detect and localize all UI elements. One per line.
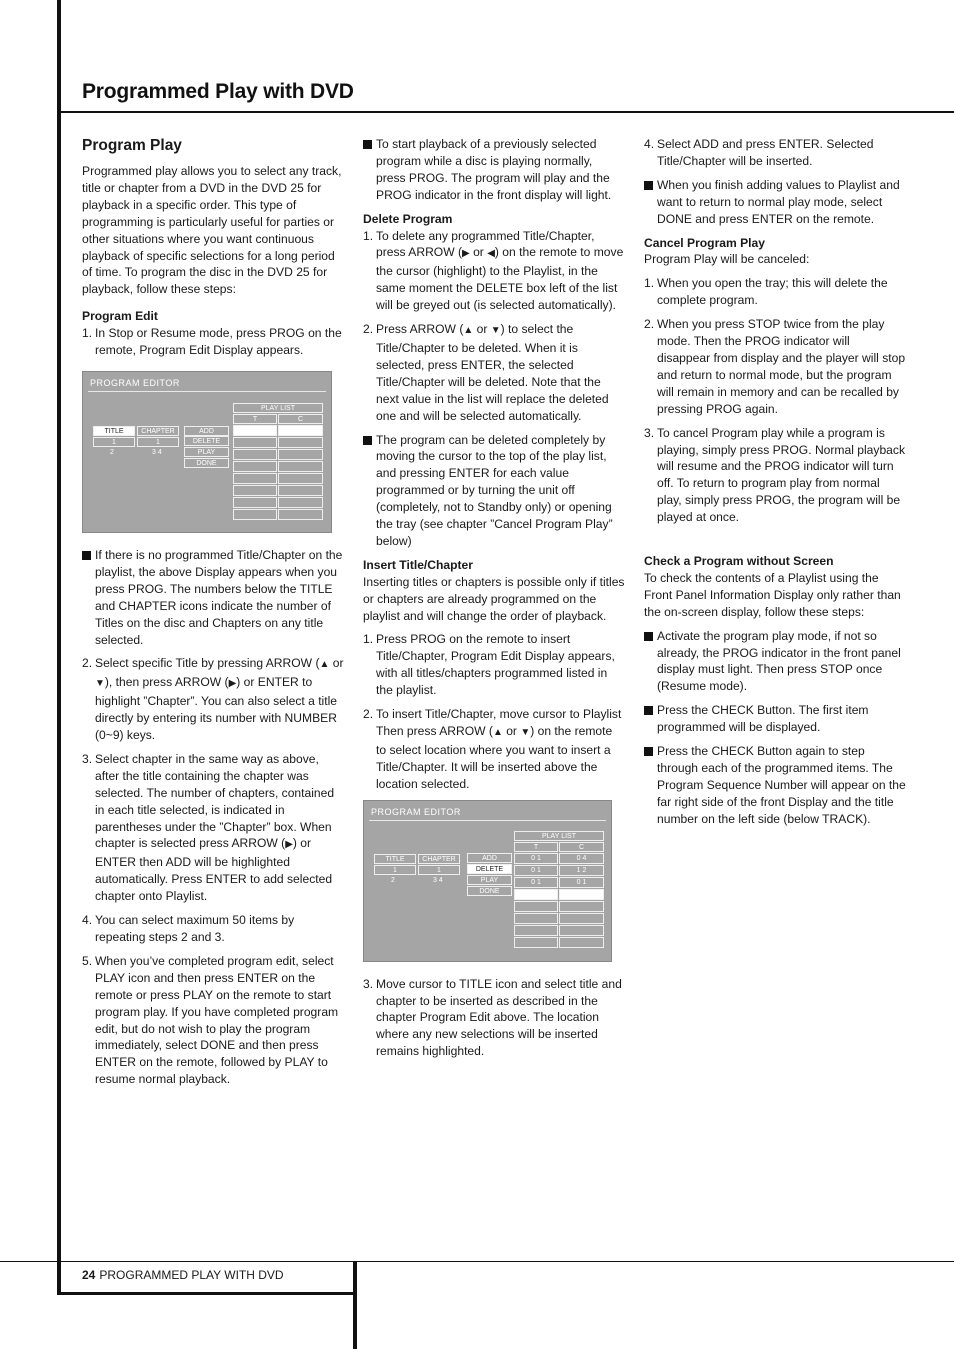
header-rule: [57, 111, 954, 113]
footer: [82, 1268, 284, 1282]
playlist-header: PLAY LIST: [514, 831, 604, 841]
list-item: 1. To delete any programmed Title/Chapter, press ARROW (▶ or ◀) on the remote to move the cursor (highlight) to the Playlist, in the same moment the DELETE box left of the list will be greyed out (is selected automatically).: [363, 228, 624, 313]
arrow-up-icon: ▲: [492, 727, 503, 738]
intro-paragraph: Programmed play allows you to select any track, title or chapter from a DVD in the DVD 25 for playback in a specific order. This type of programming is particularly useful for parties or other situations where you want continuous playback of specific selections for a long period of time. To program the disc in the DVD 25 for playback, follow these steps:: [82, 164, 342, 297]
arrow-right-icon: ▶: [285, 839, 293, 851]
playlist-cell: [233, 437, 277, 448]
program-editor-screen: [82, 371, 332, 533]
bullet-item: The program can be deleted completely by moving the cursor to the top of the play list, and pressing ENTER for each value programmed or by turning the unit off (completely, not to Standby only) or opening the tray (see chapter ”Cancel Program Play” below): [363, 432, 625, 550]
screen-divider: [369, 820, 606, 821]
add-option: ADD: [184, 426, 229, 436]
program-editor-screen-2: [363, 800, 612, 962]
list-item: 2. When you press STOP twice from the play mode. Then the PROG indicator will disappear from display and the player will stop and return to normal mode, but the program will remain in memory and can be recalled by pressing PROG again.: [644, 317, 906, 416]
arrow-down-icon: ▼: [490, 325, 501, 337]
bullet-square-icon: [644, 181, 653, 190]
playlist-cell: [514, 937, 558, 948]
cancel-intro: Program Play will be canceled:: [644, 252, 810, 267]
chapter-box: CHAPTER: [418, 854, 460, 864]
done-option: DONE: [467, 886, 512, 896]
screen-title: PROGRAM EDITOR: [371, 806, 461, 817]
playlist-cell: [278, 509, 323, 520]
playlist-cell: [559, 925, 604, 936]
arrow-left-icon: ◀: [487, 248, 495, 260]
title-count: 2: [391, 876, 395, 884]
playlist-cell: [559, 913, 604, 924]
subheading-program-edit: Program Edit: [82, 309, 158, 324]
delete-option: DELETE: [184, 436, 229, 446]
list-item: 3. Select chapter in the same way as above, after the title containing the chapter was selected. The number of chapters, contained in each title selected, is indicated in parentheses under the ”Chapter” box. When chapter is selected press ARROW (▶) or ENTER then ADD will be highlighted automatically. Press ENTER to add selected chapter onto Playlist.: [82, 751, 335, 904]
playlist-cell: [278, 461, 323, 472]
playlist-cell: [233, 449, 277, 460]
playlist-cell: 0 1: [559, 877, 604, 888]
list-item: 1. Press PROG on the remote to insert Title/Chapter, Program Edit Display appears, with all titles/chapters programmed listed in the playlist.: [363, 632, 615, 698]
playlist-cell: [514, 901, 558, 912]
playlist-cell: [278, 473, 323, 484]
arrow-right-icon: ▶: [462, 248, 470, 260]
arrow-up-icon: ▲: [463, 325, 474, 337]
play-option: PLAY: [184, 447, 229, 457]
arrow-down-icon: ▼: [520, 727, 531, 738]
subheading-check: Check a Program without Screen: [644, 554, 834, 569]
list-item: 4. Select ADD and press ENTER. Selected Title/Chapter will be inserted.: [644, 137, 874, 168]
playlist-cell: [559, 937, 604, 948]
delete-option: DELETE: [467, 864, 512, 874]
bullet-item: To start playback of a previously selected program while a disc is playing normally, press PROG. The program will play and the PROG indicator in the front display will light.: [363, 136, 625, 204]
page-number: 24: [82, 1268, 96, 1282]
left-margin-bar: [57, 0, 61, 1294]
playlist-col-c: C: [278, 414, 323, 424]
chapter-box: CHAPTER: [137, 426, 179, 436]
playlist-cell: [559, 889, 604, 900]
bullet-square-icon: [363, 140, 372, 149]
play-option: PLAY: [467, 875, 512, 885]
bullet-item: Press the CHECK Button again to step through each of the programmed items. The Program Sequence Number will appear on the far right side of the front Display and the title number on the left side (below TRACK).: [644, 743, 906, 828]
bullet-item: Press the CHECK Button. The first item programmed will be displayed.: [644, 702, 906, 736]
playlist-cell: [514, 913, 558, 924]
playlist-cell: [278, 449, 323, 460]
playlist-cell: [514, 925, 558, 936]
playlist-cell: [233, 461, 277, 472]
section-heading-program-play: Program Play: [82, 137, 182, 154]
playlist-cell: 0 4: [559, 853, 604, 864]
list-item: 2. Press ARROW (▲ or ▼) to select the Title/Chapter to be deleted. When it is selected, press ENTER, the selected Title/Chapter will be deleted. Note that the next value in the list will replace the deleted one and will be selected automatically.: [363, 322, 609, 423]
playlist-col-c: C: [559, 842, 604, 852]
chapter-count: 3 4: [152, 448, 162, 456]
title-box: TITLE: [374, 854, 416, 864]
bullet-item: When you finish adding values to Playlist and want to return to normal play mode, select DONE and press ENTER on the remote.: [644, 177, 906, 228]
title-value-box: 1: [374, 865, 416, 875]
subheading-cancel: Cancel Program Play: [644, 235, 765, 250]
playlist-cell: [233, 473, 277, 484]
footer-divider-bar: [353, 1261, 357, 1349]
playlist-cell: 0 1: [514, 877, 558, 888]
subheading-delete-program: Delete Program: [363, 211, 453, 226]
done-option: DONE: [184, 458, 229, 468]
list-item: 2. To insert Title/Chapter, move cursor to Playlist Then press ARROW (▲ or ▼) on the remote to select location where you want to insert a Title/Chapter. It will be inserted above the location selected.: [363, 707, 622, 791]
playlist-cell: [233, 425, 277, 436]
check-intro: To check the contents of a Playlist using the Front Panel Information Display only rather than the on-screen display, follow these steps:: [644, 570, 901, 619]
column-1: [82, 136, 344, 1095]
list-item: 3. To cancel Program play while a program is playing, simply press PROG. Normal playback will resume and the PROG indicator will turn off. To return to program play from normal play, simply press PROG, the program will be played at once.: [644, 425, 906, 525]
bullet-square-icon: [644, 747, 653, 756]
playlist-cell: [233, 485, 277, 496]
insert-intro: Inserting titles or chapters is possible only if titles or chapters are already programmed on the playlist and will change the order of playback.: [363, 574, 625, 623]
list-item: 1. When you open the tray; this will delete the complete program.: [644, 276, 888, 308]
playlist-header: PLAY LIST: [233, 403, 323, 413]
add-option: ADD: [467, 853, 512, 863]
chapter-value-box: 1: [418, 865, 460, 875]
playlist-cell: [278, 425, 323, 436]
chapter-value-box: 1: [137, 437, 179, 447]
list-item: 5. When you’ve completed program edit, select PLAY icon and then press ENTER on the remote or press PLAY on the remote to start program play. If you have completed program edit, but do not wish to play the program immediately, select DONE and then press ENTER on the remote, followed by PLAY to resume normal playback.: [82, 953, 339, 1087]
playlist-cell: 1 2: [559, 865, 604, 876]
bullet-square-icon: [363, 436, 372, 445]
playlist-cell: [514, 889, 558, 900]
bullet-item: If there is no programmed Title/Chapter on the playlist, the above Display appears when you press PROG. The numbers below the TITLE and CHAPTER icons indicate the number of Titles on the disc and Chapters on any title selected.: [82, 547, 344, 648]
arrow-up-icon: ▲: [319, 659, 330, 671]
screen-title: PROGRAM EDITOR: [90, 377, 180, 388]
playlist-cell: 0 1: [514, 853, 558, 864]
playlist-cell: [278, 497, 323, 508]
playlist-cell: [278, 437, 323, 448]
screen-divider: [88, 391, 326, 392]
bullet-item: Activate the program play mode, if not so already, the PROG indicator in the front panel display must light. Then press STOP once (Resume mode).: [644, 628, 906, 696]
title-box: TITLE: [93, 426, 135, 436]
bullet-square-icon: [82, 551, 91, 560]
playlist-cell: [559, 901, 604, 912]
playlist-cell: [233, 509, 277, 520]
playlist-cell: 0 1: [514, 865, 558, 876]
column-3: [644, 136, 906, 835]
list-item: 2. Select specific Title by pressing ARROW (▲ or ▼), then press ARROW (▶) or ENTER to highlight ”Chapter”. You can also select a title directly by entering its number with NUMBER (0~9) keys.: [82, 656, 344, 743]
playlist-col-t: T: [514, 842, 558, 852]
page-title: Programmed Play with DVD: [82, 80, 354, 103]
subheading-insert: Insert Title/Chapter: [363, 557, 473, 572]
chapter-count: 3 4: [433, 876, 443, 884]
column-2: [363, 136, 625, 1067]
list-item: 1. In Stop or Resume mode, press PROG on the remote, Program Edit Display appears.: [82, 326, 342, 358]
arrow-down-icon: ▼: [95, 678, 105, 690]
footer-label: PROGRAMMED PLAY WITH DVD: [99, 1268, 284, 1282]
list-item: 4. You can select maximum 50 items by repeating steps 2 and 3.: [82, 913, 295, 944]
playlist-cell: [233, 497, 277, 508]
list-item: 3. Move cursor to TITLE icon and select title and chapter to be inserted as described in the chapter Program Edit above. The location where any new selections will be inserted remains highlighted.: [363, 976, 622, 1059]
footer-bottom-rule: [57, 1292, 357, 1295]
title-count: 2: [110, 448, 114, 456]
title-value-box: 1: [93, 437, 135, 447]
playlist-col-t: T: [233, 414, 277, 424]
bullet-square-icon: [644, 706, 653, 715]
footer-rule: [0, 1261, 954, 1262]
bullet-square-icon: [644, 632, 653, 641]
playlist-cell: [278, 485, 323, 496]
arrow-right-icon: ▶: [228, 678, 237, 690]
